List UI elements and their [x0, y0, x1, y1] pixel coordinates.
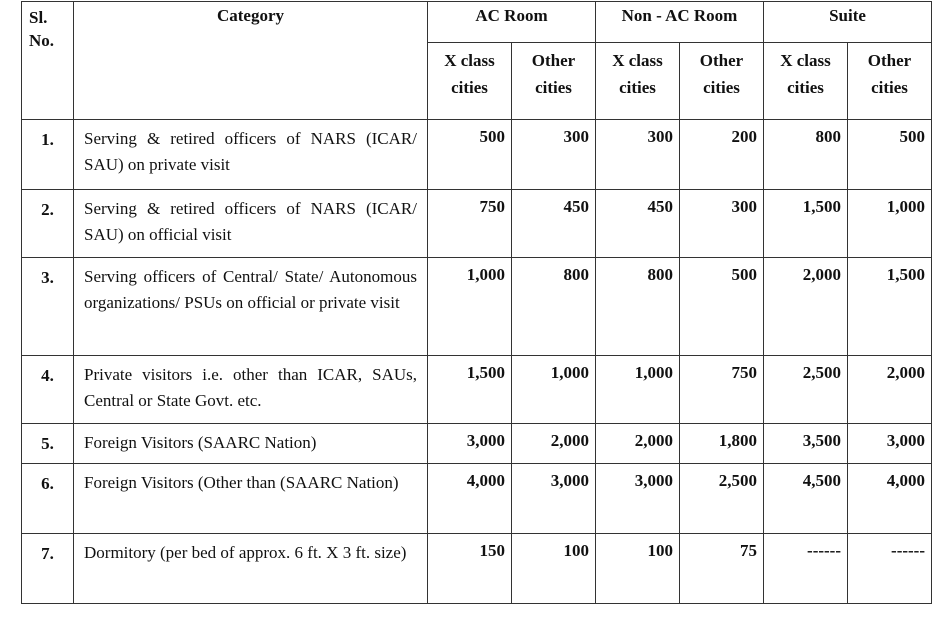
table-row [22, 424, 932, 464]
category-cell: Serving & retired officers of NARS (ICAR/ SAU) on private visit [74, 120, 428, 190]
ac-room-header: AC Room [428, 2, 596, 43]
rate-cell: 2,000 [848, 356, 932, 424]
rate-cell: 1,500 [764, 190, 848, 258]
sl-cell: 7. [22, 534, 74, 604]
rate-cell: 3,000 [428, 424, 512, 464]
rate-cell: 750 [680, 356, 764, 424]
rate-cell: 4,500 [764, 464, 848, 534]
suite-x-class-header: X class cities [764, 43, 848, 120]
rate-cell: 1,500 [428, 356, 512, 424]
sl-cell: 5. [22, 424, 74, 464]
rate-cell: 3,000 [512, 464, 596, 534]
tariff-table [21, 1, 932, 604]
rate-cell: 300 [512, 120, 596, 190]
non-ac-room-header: Non - AC Room [596, 2, 764, 43]
rate-cell: 4,000 [428, 464, 512, 534]
rate-cell: 500 [428, 120, 512, 190]
category-cell: Private visitors i.e. other than ICAR, SAUs, Central or State Govt. etc. [74, 356, 428, 424]
rate-cell: 1,000 [512, 356, 596, 424]
rate-cell: 150 [428, 534, 512, 604]
rate-cell: 800 [512, 258, 596, 356]
rate-cell: ------ [848, 534, 932, 604]
rate-cell: 3,500 [764, 424, 848, 464]
table-row [22, 534, 932, 604]
category-cell: Foreign Visitors (Other than (SAARC Nation) [74, 464, 428, 534]
rate-cell: 300 [596, 120, 680, 190]
ac-x-class-header: X class cities [428, 43, 512, 120]
rate-cell: 800 [596, 258, 680, 356]
table-row [22, 190, 932, 258]
category-cell: Foreign Visitors (SAARC Nation) [74, 424, 428, 464]
nonac-other-header: Other cities [680, 43, 764, 120]
suite-other-header: Other cities [848, 43, 932, 120]
rate-cell: 75 [680, 534, 764, 604]
rate-cell: 3,000 [596, 464, 680, 534]
category-cell: Serving officers of Central/ State/ Autonomous organizations/ PSUs on official or private visit [74, 258, 428, 356]
rate-cell: 1,000 [596, 356, 680, 424]
rate-cell: 100 [512, 534, 596, 604]
rate-cell: 450 [596, 190, 680, 258]
sl-cell: 4. [22, 356, 74, 424]
table-row [22, 258, 932, 356]
header-row-groups [22, 2, 932, 43]
rate-cell: 750 [428, 190, 512, 258]
rate-cell: 500 [680, 258, 764, 356]
category-cell: Serving & retired officers of NARS (ICAR/ SAU) on official visit [74, 190, 428, 258]
sl-cell: 3. [22, 258, 74, 356]
sl-no-header: Sl. No. [22, 2, 74, 120]
rate-cell: 800 [764, 120, 848, 190]
rate-cell: ------ [764, 534, 848, 604]
rate-cell: 300 [680, 190, 764, 258]
rate-cell: 200 [680, 120, 764, 190]
ac-other-header: Other cities [512, 43, 596, 120]
rate-cell: 2,500 [764, 356, 848, 424]
suite-header: Suite [764, 2, 932, 43]
rate-cell: 1,000 [428, 258, 512, 356]
rate-cell: 2,500 [680, 464, 764, 534]
table-row [22, 464, 932, 534]
category-header: Category [74, 2, 428, 120]
rate-cell: 1,000 [848, 190, 932, 258]
rate-cell: 100 [596, 534, 680, 604]
sl-cell: 2. [22, 190, 74, 258]
rate-cell: 500 [848, 120, 932, 190]
rate-cell: 2,000 [596, 424, 680, 464]
rate-cell: 4,000 [848, 464, 932, 534]
rate-cell: 450 [512, 190, 596, 258]
table-row [22, 356, 932, 424]
rate-cell: 2,000 [764, 258, 848, 356]
rate-cell: 1,500 [848, 258, 932, 356]
sl-cell: 1. [22, 120, 74, 190]
nonac-x-class-header: X class cities [596, 43, 680, 120]
rate-cell: 1,800 [680, 424, 764, 464]
sl-cell: 6. [22, 464, 74, 534]
rate-cell: 2,000 [512, 424, 596, 464]
rate-cell: 3,000 [848, 424, 932, 464]
table-row [22, 120, 932, 190]
category-cell: Dormitory (per bed of approx. 6 ft. X 3 ft. size) [74, 534, 428, 604]
